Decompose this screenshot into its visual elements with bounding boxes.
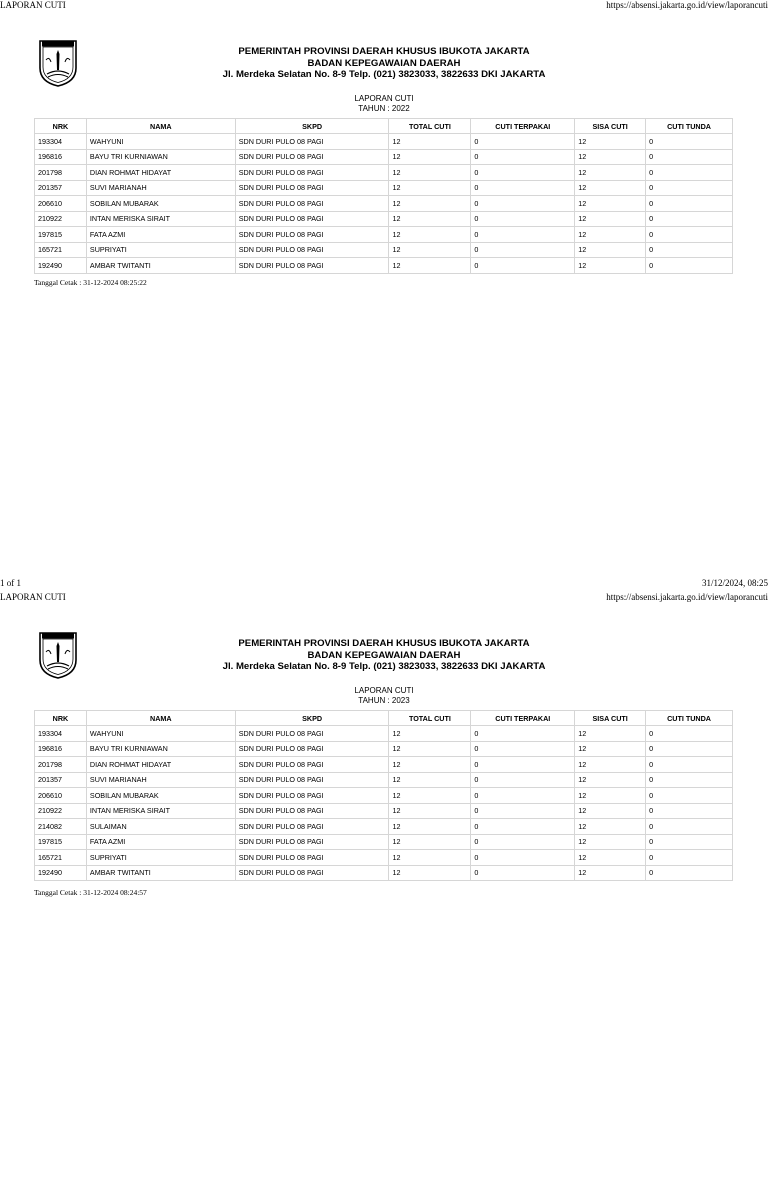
table-cell: 206610	[35, 196, 87, 212]
table-cell: BAYU TRI KURNIAWAN	[86, 149, 235, 165]
leave-table	[34, 118, 733, 274]
table-cell: INTAN MERISKA SIRAIT	[86, 211, 235, 227]
table-row	[35, 772, 733, 788]
table-cell: INTAN MERISKA SIRAIT	[86, 803, 235, 819]
table-row	[35, 180, 733, 196]
column-header: SKPD	[235, 119, 389, 134]
browser-header-url[interactable]: https://absensi.jakarta.go.id/view/laporancuti	[606, 0, 768, 10]
table-cell: 12	[575, 258, 646, 274]
table-cell: 12	[389, 242, 471, 258]
table-cell: 0	[646, 165, 733, 181]
table-cell: SDN DURI PULO 08 PAGI	[235, 726, 389, 742]
table-row	[35, 757, 733, 773]
table-cell: SDN DURI PULO 08 PAGI	[235, 165, 389, 181]
table-cell: 0	[646, 211, 733, 227]
table-cell: 0	[471, 726, 575, 742]
table-row	[35, 227, 733, 243]
letterhead-line-2: BADAN KEPEGAWAIAN DAERAH	[307, 57, 461, 69]
table-cell: 12	[575, 242, 646, 258]
table-cell: 0	[471, 850, 575, 866]
letterhead-line-3: Jl. Merdeka Selatan No. 8-9 Telp. (021) 3823033, 3822633 DKI JAKARTA	[222, 69, 546, 80]
print-timestamp: 31/12/2024, 08:25	[701, 578, 768, 588]
table-cell: 12	[389, 196, 471, 212]
report-title-block	[0, 94, 768, 113]
column-header: CUTI TUNDA	[646, 711, 733, 726]
table-cell: 0	[471, 149, 575, 165]
table-cell: DIAN ROHMAT HIDAYAT	[86, 757, 235, 773]
table-cell: SDN DURI PULO 08 PAGI	[235, 149, 389, 165]
table-cell: 0	[646, 726, 733, 742]
table-cell: 210922	[35, 803, 87, 819]
table-cell: SDN DURI PULO 08 PAGI	[235, 850, 389, 866]
table-cell: SOBILAN MUBARAK	[86, 196, 235, 212]
table-cell: SDN DURI PULO 08 PAGI	[235, 196, 389, 212]
table-cell: 0	[646, 149, 733, 165]
table-cell: SDN DURI PULO 08 PAGI	[235, 757, 389, 773]
table-cell: AMBAR TWITANTI	[86, 258, 235, 274]
table-cell: 12	[389, 788, 471, 804]
table-cell: 0	[646, 850, 733, 866]
table-cell: 0	[646, 180, 733, 196]
table-cell: SDN DURI PULO 08 PAGI	[235, 803, 389, 819]
table-cell: 0	[471, 165, 575, 181]
table-cell: 12	[575, 772, 646, 788]
letterhead	[0, 46, 768, 81]
table-row	[35, 865, 733, 881]
table-cell: AMBAR TWITANTI	[86, 865, 235, 881]
table-cell: 12	[575, 757, 646, 773]
table-cell: 12	[575, 149, 646, 165]
table-cell: 12	[389, 850, 471, 866]
table-cell: 12	[389, 819, 471, 835]
table-cell: 0	[471, 803, 575, 819]
table-cell: 196816	[35, 149, 87, 165]
table-cell: SDN DURI PULO 08 PAGI	[235, 819, 389, 835]
report-page-2022	[0, 0, 768, 590]
column-header: NAMA	[86, 711, 235, 726]
table-cell: 12	[575, 834, 646, 850]
column-header: NRK	[35, 119, 87, 134]
table-cell: 0	[471, 258, 575, 274]
table-cell: SUPRIYATI	[86, 850, 235, 866]
table-cell: 12	[389, 211, 471, 227]
print-date: Tanggal Cetak : 31-12-2024 08:25:22	[34, 278, 147, 287]
browser-header-title: LAPORAN CUTI	[0, 0, 66, 10]
table-cell: 12	[575, 850, 646, 866]
table-cell: SDN DURI PULO 08 PAGI	[235, 865, 389, 881]
table-cell: 201357	[35, 180, 87, 196]
table-row	[35, 850, 733, 866]
table-row	[35, 803, 733, 819]
table-cell: 0	[471, 196, 575, 212]
table-cell: 12	[575, 788, 646, 804]
table-cell: 12	[575, 803, 646, 819]
table-cell: SDN DURI PULO 08 PAGI	[235, 772, 389, 788]
report-page-2023	[0, 592, 768, 1182]
table-cell: 0	[471, 134, 575, 150]
table-row	[35, 134, 733, 150]
table-cell: 12	[575, 165, 646, 181]
table-cell: SDN DURI PULO 08 PAGI	[235, 227, 389, 243]
table-cell: SDN DURI PULO 08 PAGI	[235, 242, 389, 258]
table-cell: 0	[471, 865, 575, 881]
table-cell: 0	[646, 865, 733, 881]
table-cell: 12	[389, 834, 471, 850]
table-cell: FATA AZMI	[86, 834, 235, 850]
table-row	[35, 242, 733, 258]
table-cell: 12	[575, 741, 646, 757]
table-cell: 12	[575, 227, 646, 243]
column-header: TOTAL CUTI	[389, 119, 471, 134]
table-cell: 0	[646, 134, 733, 150]
table-cell: 12	[389, 134, 471, 150]
table-cell: 201798	[35, 757, 87, 773]
table-cell: 12	[575, 211, 646, 227]
table-cell: 192490	[35, 258, 87, 274]
column-header: SISA CUTI	[575, 711, 646, 726]
column-header: TOTAL CUTI	[389, 711, 471, 726]
table-cell: 210922	[35, 211, 87, 227]
table-cell: 0	[471, 772, 575, 788]
table-cell: 201357	[35, 772, 87, 788]
table-cell: 206610	[35, 788, 87, 804]
table-row	[35, 788, 733, 804]
table-row	[35, 834, 733, 850]
letterhead-line-1: PEMERINTAH PROVINSI DAERAH KHUSUS IBUKOTA JAKARTA	[238, 638, 530, 649]
table-row	[35, 196, 733, 212]
column-header: NRK	[35, 711, 87, 726]
table-cell: 12	[389, 165, 471, 181]
leave-table	[34, 710, 733, 881]
letterhead-line-3: Jl. Merdeka Selatan No. 8-9 Telp. (021) 3823033, 3822633 DKI JAKARTA	[222, 661, 546, 672]
table-cell: 12	[575, 726, 646, 742]
table-row	[35, 165, 733, 181]
table-cell: SUVI MARIANAH	[86, 772, 235, 788]
table-cell: 214082	[35, 819, 87, 835]
table-cell: 165721	[35, 242, 87, 258]
print-date: Tanggal Cetak : 31-12-2024 08:24:57	[34, 888, 147, 897]
report-title: LAPORAN CUTI	[354, 94, 414, 103]
table-cell: 0	[646, 803, 733, 819]
table-cell: 0	[646, 834, 733, 850]
table-cell: 12	[389, 757, 471, 773]
table-cell: SDN DURI PULO 08 PAGI	[235, 741, 389, 757]
table-row	[35, 726, 733, 742]
table-cell: FATA AZMI	[86, 227, 235, 243]
table-cell: 0	[646, 741, 733, 757]
table-cell: 192490	[35, 865, 87, 881]
table-cell: 196816	[35, 741, 87, 757]
table-cell: 0	[471, 227, 575, 243]
table-cell: 0	[471, 180, 575, 196]
table-cell: SDN DURI PULO 08 PAGI	[235, 834, 389, 850]
column-header: NAMA	[86, 119, 235, 134]
table-cell: 0	[646, 258, 733, 274]
table-cell: 0	[646, 196, 733, 212]
table-cell: 12	[389, 149, 471, 165]
column-header: CUTI TERPAKAI	[471, 711, 575, 726]
letterhead-line-1: PEMERINTAH PROVINSI DAERAH KHUSUS IBUKOTA JAKARTA	[238, 46, 530, 57]
table-cell: 0	[471, 819, 575, 835]
report-year: TAHUN : 2023	[358, 695, 410, 705]
column-header: SKPD	[235, 711, 389, 726]
browser-header-url[interactable]: https://absensi.jakarta.go.id/view/laporancuti	[606, 592, 768, 602]
table-cell: 12	[389, 865, 471, 881]
table-cell: SDN DURI PULO 08 PAGI	[235, 211, 389, 227]
column-header: CUTI TERPAKAI	[471, 119, 575, 134]
table-cell: 12	[389, 772, 471, 788]
table-cell: 12	[575, 196, 646, 212]
table-cell: 12	[389, 227, 471, 243]
table-cell: 197815	[35, 227, 87, 243]
table-cell: 12	[575, 865, 646, 881]
table-cell: SUVI MARIANAH	[86, 180, 235, 196]
table-cell: 0	[646, 788, 733, 804]
column-header: SISA CUTI	[575, 119, 646, 134]
table-cell: 12	[575, 819, 646, 835]
browser-header-title: LAPORAN CUTI	[0, 592, 66, 602]
table-cell: WAHYUNI	[86, 134, 235, 150]
table-cell: SDN DURI PULO 08 PAGI	[235, 180, 389, 196]
table-cell: 12	[575, 180, 646, 196]
report-title-block	[0, 686, 768, 705]
table-cell: 0	[471, 757, 575, 773]
table-row	[35, 741, 733, 757]
table-cell: 197815	[35, 834, 87, 850]
letterhead	[0, 638, 768, 673]
table-header-row	[35, 119, 733, 134]
table-cell: 165721	[35, 850, 87, 866]
table-cell: SULAIMAN	[86, 819, 235, 835]
table-cell: SUPRIYATI	[86, 242, 235, 258]
table-cell: BAYU TRI KURNIAWAN	[86, 741, 235, 757]
letterhead-line-2: BADAN KEPEGAWAIAN DAERAH	[307, 649, 461, 661]
table-cell: 0	[646, 772, 733, 788]
table-cell: 0	[471, 242, 575, 258]
table-cell: 12	[575, 134, 646, 150]
table-cell: 0	[646, 227, 733, 243]
table-cell: SDN DURI PULO 08 PAGI	[235, 134, 389, 150]
report-year: TAHUN : 2022	[358, 103, 410, 113]
column-header: CUTI TUNDA	[646, 119, 733, 134]
table-cell: 12	[389, 741, 471, 757]
table-cell: 0	[646, 757, 733, 773]
table-cell: 0	[471, 211, 575, 227]
table-row	[35, 149, 733, 165]
table-cell: 12	[389, 180, 471, 196]
table-cell: 193304	[35, 726, 87, 742]
report-title: LAPORAN CUTI	[354, 686, 414, 695]
table-cell: 0	[471, 834, 575, 850]
table-cell: 0	[471, 788, 575, 804]
table-cell: DIAN ROHMAT HIDAYAT	[86, 165, 235, 181]
table-cell: 193304	[35, 134, 87, 150]
table-cell: 12	[389, 803, 471, 819]
table-header-row	[35, 711, 733, 726]
table-row	[35, 211, 733, 227]
table-cell: 0	[471, 741, 575, 757]
table-cell: 12	[389, 258, 471, 274]
table-cell: SDN DURI PULO 08 PAGI	[235, 258, 389, 274]
table-cell: WAHYUNI	[86, 726, 235, 742]
table-row	[35, 258, 733, 274]
table-cell: SDN DURI PULO 08 PAGI	[235, 788, 389, 804]
table-cell: 201798	[35, 165, 87, 181]
page-counter: 1 of 1	[0, 578, 21, 588]
table-row	[35, 819, 733, 835]
table-cell: 0	[646, 242, 733, 258]
table-cell: 0	[646, 819, 733, 835]
table-cell: 12	[389, 726, 471, 742]
table-cell: SOBILAN MUBARAK	[86, 788, 235, 804]
